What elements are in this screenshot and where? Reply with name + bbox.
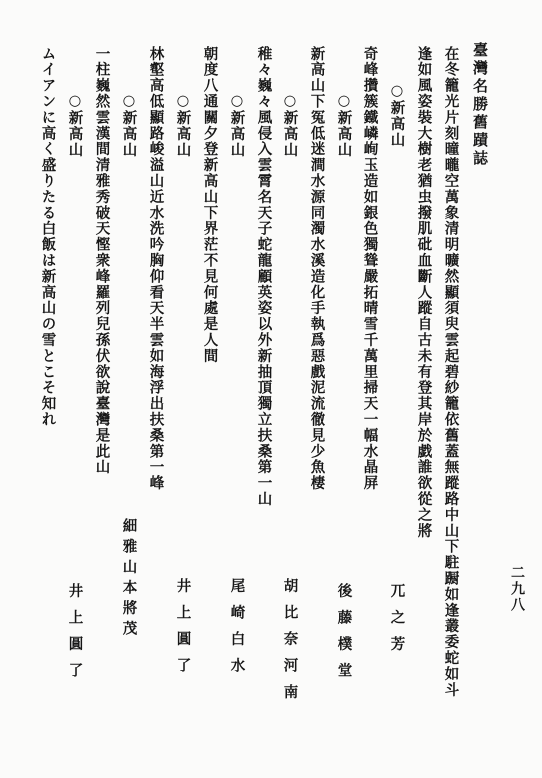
page-heading: 臺灣名勝舊蹟誌: [471, 42, 489, 168]
poem-line: 奇峰攢簇鐵嶙峋玉造如銀色獨聳嚴拓晴雪千萬里掃天一幅水晶屏: [361, 46, 379, 492]
author-name: 兀之芳: [388, 583, 406, 663]
poem-line: 稚々巍々風侵入雲霄名天子蛇龍顧英姿以外新抽頂獨立扶桑第一山: [255, 46, 273, 508]
poem-title: ○新高山: [120, 92, 138, 159]
author-name: 胡比奈河南: [281, 578, 299, 711]
poem-line: ムイアンに高く盛りたる白飯は新高山の雪とこそ知れ: [39, 46, 57, 428]
author-name: 尾崎白水: [228, 578, 246, 684]
poem-line: 逢如風姿裝大樹老猶虫撥肌砒血斷人蹤自古未有登其岸於戯誰欲從之將: [415, 46, 433, 539]
poem-title: ○新高山: [281, 92, 299, 159]
poem-title: ○新高山: [388, 82, 406, 149]
poem-line: 林壑高低顯路峻溢山近水洗吟胸仰看天半雲如海浮出扶桑第一峰: [147, 46, 165, 492]
poem-line: 朝度八通關夕登新高山下界茫不見何處是人間: [201, 46, 219, 364]
page-number: 二九八: [509, 565, 525, 613]
poem-title: ○新高山: [228, 92, 246, 159]
author-name: 井上圓了: [174, 578, 192, 684]
author-name: 井上圓了: [66, 583, 84, 689]
poem-title: ○新高山: [66, 92, 84, 159]
poem-title: ○新高山: [174, 92, 192, 159]
poem-line: 一柱巍然雲漢間清雅秀破天慳衆峰羅列兒孫伏欲說臺灣是此山: [93, 46, 111, 476]
poem-line: 新高山下冤低迷澗水源同濁水溪造化手執爲惡戲泥流徹見少魚棲: [308, 46, 326, 492]
author-name: 細雅山本將茂: [120, 518, 138, 641]
poem-title: ○新高山: [335, 92, 353, 159]
author-name: 後藤樸堂: [335, 583, 353, 689]
poem-line: 在冬籠光片刻曈曨空萬象清明曠然顯須臾雲起碧紗籠依舊蓋無蹤路中山下駐蹰如逢叢委蛇如斗: [442, 46, 460, 698]
